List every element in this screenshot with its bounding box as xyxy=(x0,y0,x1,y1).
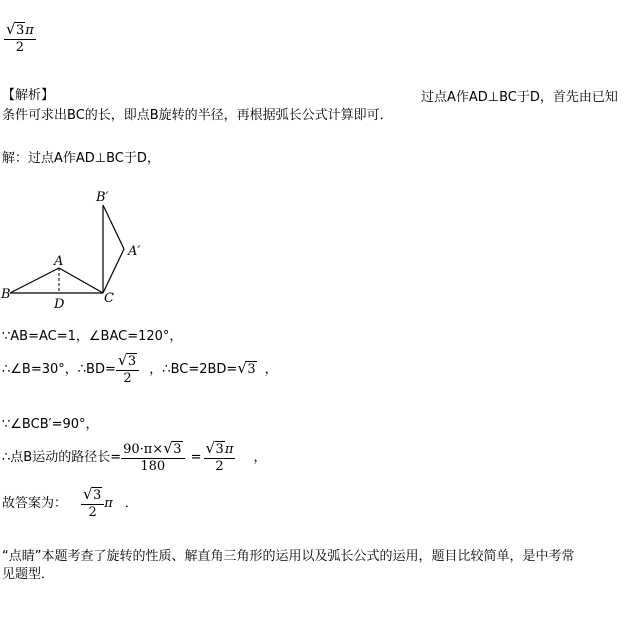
solution-answer: 故答案为： √ 3 2 π ． xyxy=(2,484,138,520)
comment-line2: 见题型． xyxy=(2,567,55,582)
label-b-prime: B′ xyxy=(96,190,109,205)
analysis-heading: 【解析】 xyxy=(2,88,55,103)
step4-frac2-denominator: 2 xyxy=(215,458,224,474)
answer-final-pi: π xyxy=(104,496,113,511)
label-b: B xyxy=(1,287,11,302)
answer-final-end: ． xyxy=(124,496,138,511)
segment-b-prime-a-prime xyxy=(103,205,124,249)
answer-final-denominator: 2 xyxy=(88,504,97,520)
step4-equals: = xyxy=(190,450,202,465)
step4-text: ∴点B运动的路径长= xyxy=(2,450,122,465)
label-a-prime: A′ xyxy=(128,244,141,259)
step4-frac2-radicand: 3 xyxy=(215,441,224,457)
analysis-text-right: 过点A作AD⊥BC于D，首先由已知 xyxy=(421,90,618,105)
label-c: C xyxy=(104,291,114,306)
answer-fraction: √ 3π 2 xyxy=(6,20,34,55)
answer-label: 故答案为： xyxy=(2,496,68,511)
step2-frac-radicand: 3 xyxy=(127,353,137,369)
step4-denominator: 180 xyxy=(140,458,166,474)
step4-end: ， xyxy=(253,450,267,465)
step2-frac-denominator: 2 xyxy=(123,370,132,386)
solution-step1: ∵AB=AC=1，∠BAC=120°， xyxy=(2,329,183,344)
step2-text-a: ∴∠B=30°，∴BD= xyxy=(2,362,116,377)
solution-line1: 解：过点A作AD⊥BC于D， xyxy=(2,151,160,166)
solution-step3: ∵∠BCB′=90°， xyxy=(2,417,99,432)
step4-num-radicand: 3 xyxy=(173,441,182,457)
step2-radicand: 3 xyxy=(247,362,256,377)
label-d: D xyxy=(54,297,65,310)
answer-radicand: 3 xyxy=(16,23,25,38)
segment-a-prime-c xyxy=(103,249,124,293)
answer-pi: π xyxy=(25,23,34,38)
answer-denominator: 2 xyxy=(15,40,25,55)
step2-text-c: ， xyxy=(264,362,278,377)
segment-ab xyxy=(10,268,59,293)
segment-ac xyxy=(59,268,103,293)
solution-step2: ∴∠B=30°，∴BD= √ 3 2 ，∴BC=2BD= √ 3 ， xyxy=(2,350,278,386)
solution-step4: ∴点B运动的路径长= 90·π× √ 3 180 = √ 3π 2 ， xyxy=(2,438,267,474)
label-a: A xyxy=(54,254,64,269)
comment-line1: “点睛”本题考查了旋转的性质、解直角三角形的运用以及弧长公式的运用，题目比较简单，是中考常 xyxy=(2,549,575,564)
geometry-diagram xyxy=(0,185,160,310)
analysis-text-line2: 条件可求出BC的长，即点B旋转的半径，再根据弧长公式计算即可． xyxy=(2,108,393,123)
answer-final-radicand: 3 xyxy=(93,487,102,503)
step4-num-prefix: 90·π× xyxy=(123,441,164,457)
step4-frac2-pi: π xyxy=(224,441,234,457)
step2-text-b: ，∴BC=2BD= xyxy=(149,362,238,377)
